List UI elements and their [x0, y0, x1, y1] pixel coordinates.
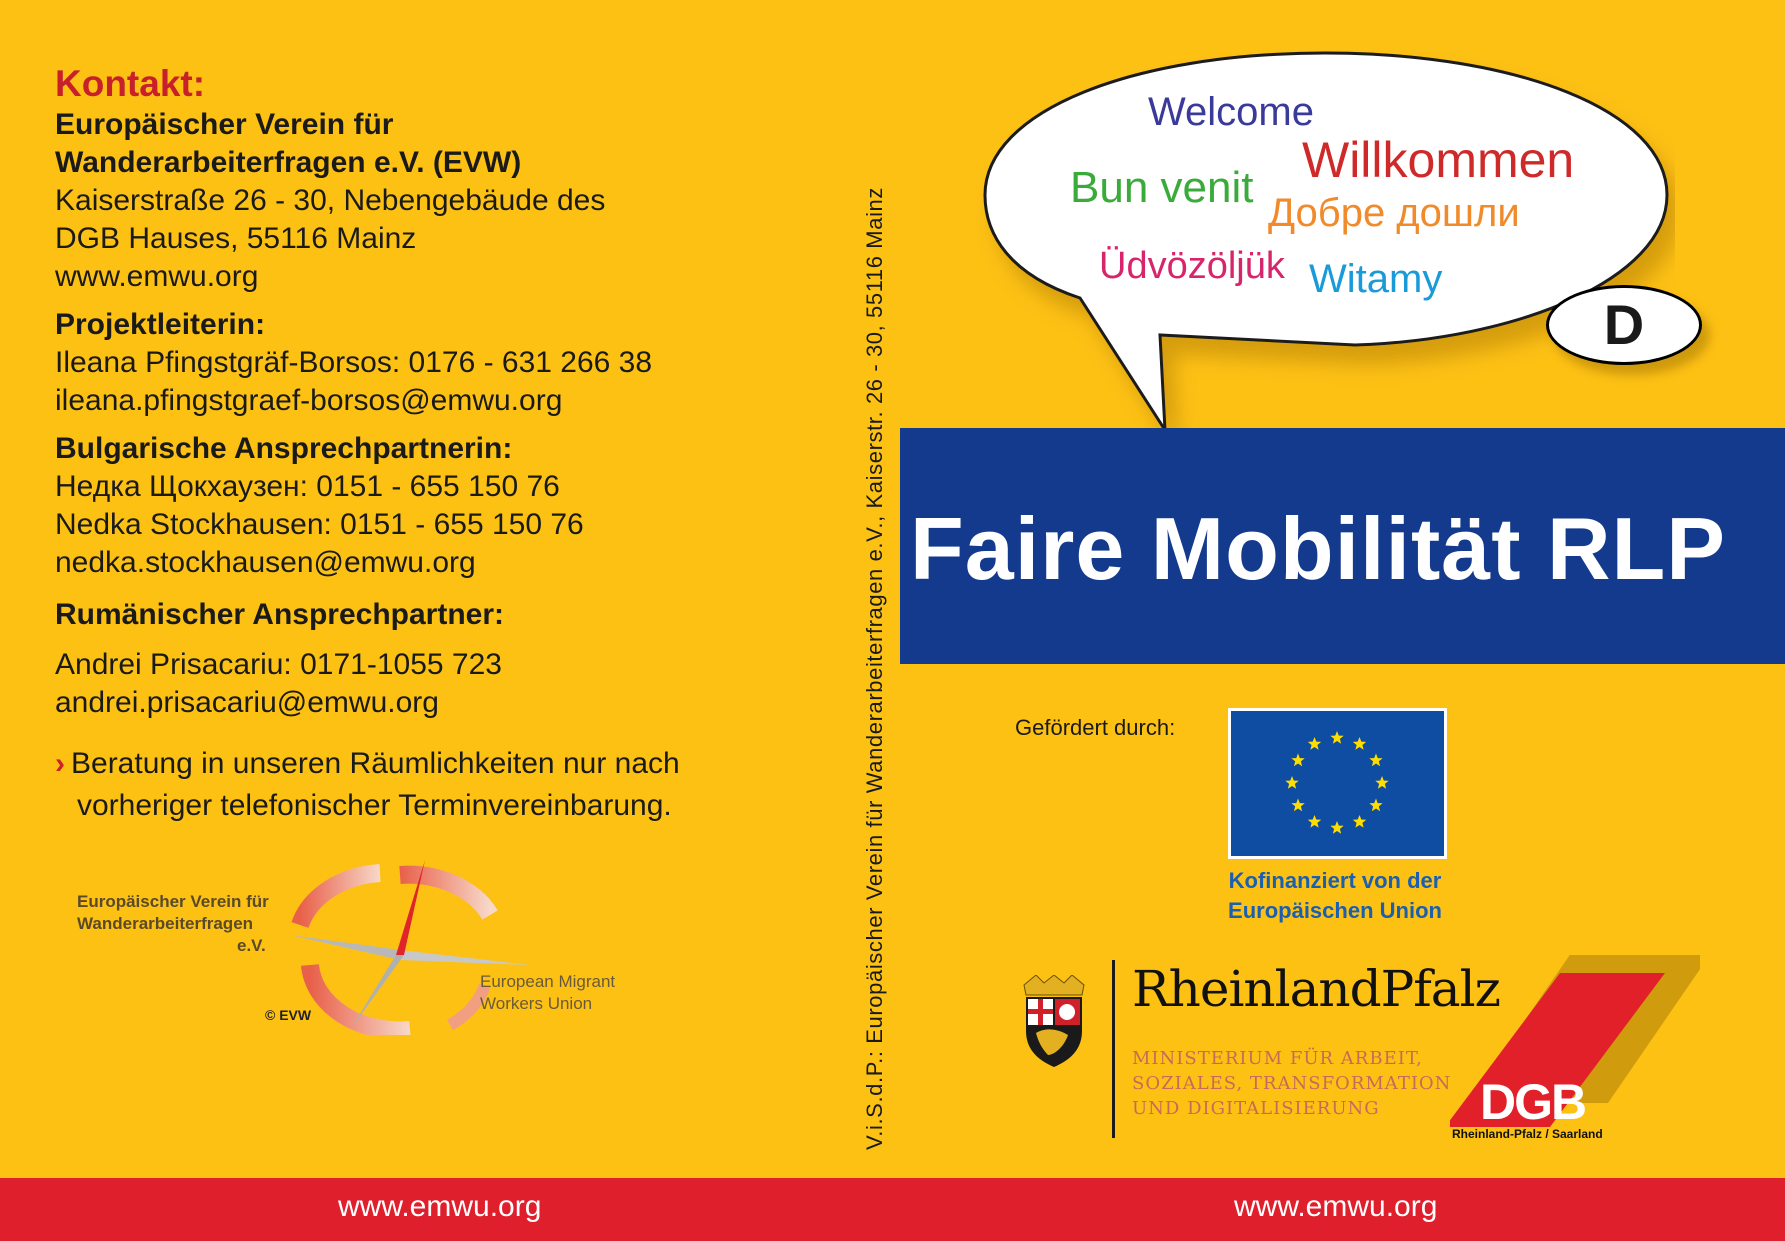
greeting-bun-venit: Bun venit	[1070, 163, 1254, 212]
eu-star-icon	[1330, 731, 1343, 744]
language-badge: D	[1546, 285, 1702, 365]
rlp-divider	[1112, 960, 1115, 1138]
speech-bubble	[975, 50, 1675, 450]
project-lead-title: Projektleiterin:	[55, 308, 266, 341]
title-band	[900, 428, 1785, 664]
greeting-welcome: Welcome	[1148, 90, 1314, 134]
eu-star-icon	[1353, 737, 1366, 750]
eu-star-icon	[1369, 754, 1382, 767]
imprint-text: V.i.S.d.P.: Europäischer Verein für Wanderarbeiterfragen e.V., Kaiserstr. 26 - 30, 55116 Mainz	[862, 187, 887, 1150]
bulgarian-contact-email[interactable]: nedka.stockhausen@emwu.org	[55, 546, 476, 579]
rlp-ministry-line2: SOZIALES, TRANSFORMATION	[1132, 1073, 1452, 1094]
contact-section	[55, 62, 815, 722]
page-title: Faire Mobilität RLP	[910, 499, 1726, 598]
project-lead-phone: Ileana Pfingstgräf-Borsos: 0176 - 631 266 38	[55, 346, 653, 379]
greeting-udvozoljuk: Üdvözöljük	[1099, 245, 1285, 287]
bulgarian-contact-latin: Nedka Stockhausen: 0151 - 655 150 76	[55, 508, 584, 541]
greeting-willkommen: Willkommen	[1302, 132, 1575, 188]
eu-star-icon	[1308, 815, 1321, 828]
rlp-ministry-line3: UND DIGITALISIERUNG	[1132, 1098, 1380, 1119]
eu-star-icon	[1330, 821, 1343, 834]
chevron-right-icon: ›	[55, 747, 65, 780]
evw-name-line1: Europäischer Verein für	[77, 892, 269, 911]
note-line1: Beratung in unseren Räumlichkeiten nur nach	[71, 747, 680, 780]
evw-copyright: © EVW	[265, 1007, 312, 1023]
eu-star-icon	[1308, 737, 1321, 750]
org-name-line2: Wanderarbeiterfragen e.V. (EVW)	[55, 146, 522, 179]
address-line1: Kaiserstraße 26 - 30, Nebengebäude des	[55, 184, 606, 217]
evw-en-line1: European Migrant	[480, 972, 616, 991]
eu-star-icon	[1353, 815, 1366, 828]
bulgarian-contact-title: Bulgarische Ansprechpartnerin:	[55, 432, 513, 465]
footer-link-right[interactable]: www.emwu.org	[1234, 1190, 1438, 1223]
romanian-contact-email[interactable]: andrei.prisacariu@emwu.org	[55, 686, 439, 719]
footer-bar	[0, 1178, 1785, 1241]
project-lead-email[interactable]: ileana.pfingstgraef-borsos@emwu.org	[55, 384, 563, 417]
rlp-crest-icon	[1018, 975, 1090, 1067]
evw-en-line2: Workers Union	[480, 994, 593, 1013]
dgb-region: Rheinland-Pfalz / Saarland	[1452, 1127, 1603, 1141]
dgb-logo-text: DGB	[1480, 1074, 1586, 1130]
eu-star-icon	[1291, 754, 1304, 767]
evw-name-line3: e.V.	[237, 936, 266, 955]
rlp-name: RheinlandPfalz	[1132, 960, 1500, 1018]
eu-caption-line2: Europäischen Union	[1228, 898, 1442, 923]
rlp-ministry	[1132, 1046, 1451, 1121]
address-line2: DGB Hauses, 55116 Mainz	[55, 222, 417, 255]
bulgarian-contact-cyrillic: Недка Щокхаузен: 0151 - 655 150 76	[55, 470, 560, 503]
footer-link-left[interactable]: www.emwu.org	[338, 1190, 542, 1223]
eu-caption-line1: Kofinanziert von der	[1228, 868, 1442, 893]
evw-name-line2: Wanderarbeiterfragen	[77, 914, 254, 933]
greeting-dobre-doshli: Добре дошли	[1268, 191, 1520, 235]
eu-star-icon	[1369, 799, 1382, 812]
romanian-contact-title: Rumänischer Ansprechpartner:	[55, 598, 505, 631]
rlp-ministry-line1: MINISTERIUM FÜR ARBEIT,	[1132, 1048, 1423, 1069]
contact-heading: Kontakt:	[55, 63, 206, 104]
org-name-line1: Europäischer Verein für	[55, 108, 394, 141]
eu-caption	[1190, 866, 1480, 926]
evw-logo	[70, 855, 670, 1035]
eu-stars-icon	[1231, 711, 1444, 856]
eu-star-icon	[1375, 776, 1388, 789]
eu-flag	[1228, 708, 1447, 859]
dgb-logo	[1450, 955, 1700, 1145]
funded-by-label: Gefördert durch:	[1015, 715, 1176, 740]
romanian-contact-phone: Andrei Prisacariu: 0171-1055 723	[55, 648, 502, 681]
website-link[interactable]: www.emwu.org	[55, 260, 259, 293]
appointment-note	[55, 743, 815, 827]
greeting-witamy: Witamy	[1309, 257, 1443, 301]
note-line2: vorheriger telefonischer Terminvereinbarung.	[77, 789, 672, 822]
eu-star-icon	[1291, 799, 1304, 812]
eu-star-icon	[1285, 776, 1298, 789]
